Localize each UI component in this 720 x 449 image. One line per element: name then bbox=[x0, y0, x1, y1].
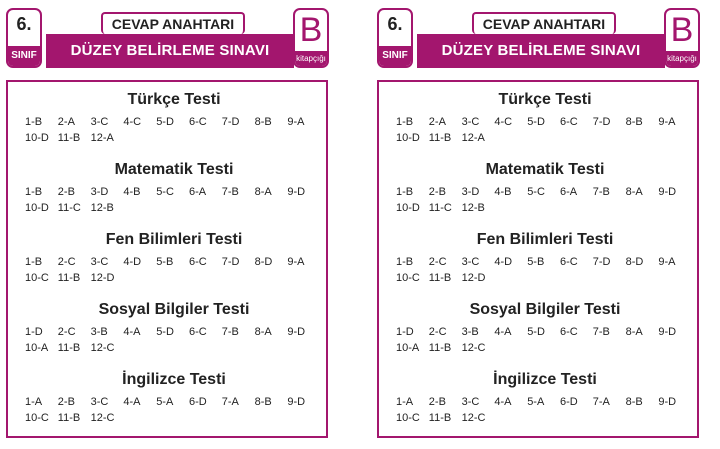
answer-item: 1-D bbox=[25, 326, 43, 338]
answer-item: 5-B bbox=[156, 256, 174, 268]
booklet-label: kitapçığı bbox=[666, 51, 698, 66]
answer-item: 8-D bbox=[254, 256, 273, 268]
answer-item: 2-A bbox=[428, 116, 446, 128]
answer-item: 9-A bbox=[658, 256, 676, 268]
answer-item: 9-A bbox=[287, 256, 305, 268]
answer-item: 4-D bbox=[123, 256, 142, 268]
grade-badge bbox=[377, 8, 413, 68]
answer-item: 7-B bbox=[221, 186, 239, 198]
answer-item: 3-C bbox=[90, 116, 109, 128]
answer-item: 1-B bbox=[25, 186, 43, 198]
answer-item: 12-D bbox=[90, 272, 115, 284]
answer-item: 10-C bbox=[25, 272, 49, 284]
section-title: Sosyal Bilgiler Testi bbox=[98, 301, 250, 318]
answer-item: 1-B bbox=[396, 116, 414, 128]
answer-item: 11-B bbox=[428, 272, 452, 284]
answer-item: 1-A bbox=[25, 396, 43, 408]
grade-label: SINIF bbox=[8, 46, 40, 66]
answer-item: 4-C bbox=[494, 116, 513, 128]
answer-item: 1-A bbox=[396, 396, 414, 408]
answer-item: 8-B bbox=[625, 116, 643, 128]
answers-box bbox=[377, 80, 699, 438]
answer-list bbox=[25, 254, 321, 286]
answer-item: 12-A bbox=[461, 132, 485, 144]
answer-item: 12-B bbox=[461, 202, 485, 214]
answer-item: 9-D bbox=[287, 326, 306, 338]
answer-item: 2-C bbox=[428, 326, 447, 338]
answer-item: 3-C bbox=[461, 116, 480, 128]
answer-list bbox=[396, 394, 692, 426]
section-title: Matematik Testi bbox=[114, 161, 234, 178]
answer-item: 12-C bbox=[461, 412, 486, 424]
section-title: Türkçe Testi bbox=[498, 91, 592, 108]
answer-item: 2-B bbox=[428, 396, 446, 408]
answer-item: 6-D bbox=[559, 396, 578, 408]
answer-item: 4-B bbox=[494, 186, 512, 198]
answer-item: 10-A bbox=[25, 342, 49, 354]
answer-item: 6-C bbox=[559, 116, 578, 128]
answer-item: 12-D bbox=[461, 272, 486, 284]
answer-item: 9-D bbox=[658, 396, 677, 408]
answer-item: 1-B bbox=[25, 116, 43, 128]
answer-item: 9-D bbox=[287, 186, 306, 198]
answer-item: 10-C bbox=[25, 412, 49, 424]
answer-item: 11-B bbox=[57, 412, 81, 424]
answer-item: 10-D bbox=[396, 132, 420, 144]
section-title: Türkçe Testi bbox=[127, 91, 221, 108]
answer-item: 2-B bbox=[428, 186, 446, 198]
answer-item: 6-C bbox=[188, 116, 207, 128]
answer-item: 8-B bbox=[254, 396, 272, 408]
answer-item: 8-A bbox=[254, 326, 272, 338]
answer-key-label: CEVAP ANAHTARI bbox=[101, 12, 245, 34]
section-title: Matematik Testi bbox=[485, 161, 605, 178]
answer-item: 9-A bbox=[287, 116, 305, 128]
grade-badge bbox=[6, 8, 42, 68]
booklet-label: kitapçığı bbox=[295, 51, 327, 66]
answer-item: 12-C bbox=[90, 342, 115, 354]
section-title: İngilizce Testi bbox=[493, 371, 597, 388]
answer-item: 1-B bbox=[396, 256, 414, 268]
answer-item: 9-D bbox=[287, 396, 306, 408]
answer-item: 11-B bbox=[428, 132, 452, 144]
answer-item: 2-B bbox=[57, 396, 75, 408]
answer-item: 3-C bbox=[461, 396, 480, 408]
answer-item: 4-B bbox=[123, 186, 141, 198]
answer-item: 3-C bbox=[461, 256, 480, 268]
answer-item: 7-D bbox=[221, 256, 240, 268]
answer-item: 5-D bbox=[527, 326, 545, 338]
answer-item: 10-C bbox=[396, 272, 420, 284]
answer-item: 2-C bbox=[57, 256, 76, 268]
answer-item: 7-D bbox=[221, 116, 240, 128]
answer-item: 10-A bbox=[396, 342, 420, 354]
answer-item: 4-C bbox=[123, 116, 142, 128]
answer-item: 2-A bbox=[57, 116, 75, 128]
answer-item: 10-C bbox=[396, 412, 420, 424]
booklet-letter: B bbox=[299, 11, 323, 49]
answer-item: 11-B bbox=[57, 132, 81, 144]
answer-item: 4-A bbox=[494, 396, 512, 408]
answer-item: 2-C bbox=[57, 326, 76, 338]
answer-item: 7-D bbox=[592, 256, 611, 268]
answer-item: 1-B bbox=[396, 186, 414, 198]
answer-item: 12-B bbox=[90, 202, 114, 214]
answer-item: 5-D bbox=[156, 116, 174, 128]
answer-item: 5-A bbox=[527, 396, 545, 408]
answer-item: 11-C bbox=[428, 202, 452, 214]
answer-list bbox=[25, 184, 321, 216]
answer-item: 9-A bbox=[658, 116, 676, 128]
answer-item: 8-B bbox=[625, 396, 643, 408]
answer-item: 3-D bbox=[90, 186, 109, 198]
answer-item: 8-D bbox=[625, 256, 644, 268]
grade-label: SINIF bbox=[379, 46, 411, 66]
answer-item: 8-A bbox=[254, 186, 272, 198]
answer-item: 5-C bbox=[527, 186, 545, 198]
answer-list bbox=[25, 114, 321, 146]
section-title: Fen Bilimleri Testi bbox=[476, 231, 614, 248]
answer-item: 5-B bbox=[527, 256, 545, 268]
answer-item: 6-C bbox=[559, 326, 578, 338]
answer-item: 7-A bbox=[592, 396, 610, 408]
answer-item: 10-D bbox=[25, 202, 49, 214]
answer-item: 11-B bbox=[57, 272, 81, 284]
answer-item: 5-C bbox=[156, 186, 174, 198]
answer-item: 1-B bbox=[25, 256, 43, 268]
answer-item: 7-B bbox=[221, 326, 239, 338]
answer-list bbox=[396, 324, 692, 356]
answer-item: 3-C bbox=[90, 396, 109, 408]
answer-key-label: CEVAP ANAHTARI bbox=[472, 12, 616, 34]
answer-item: 11-B bbox=[428, 342, 452, 354]
booklet-badge bbox=[293, 8, 329, 68]
answer-item: 11-B bbox=[428, 412, 452, 424]
answer-item: 5-A bbox=[156, 396, 174, 408]
answer-item: 4-A bbox=[123, 396, 141, 408]
answer-item: 2-C bbox=[428, 256, 447, 268]
answer-list bbox=[396, 184, 692, 216]
answer-item: 6-C bbox=[559, 256, 578, 268]
answer-item: 7-D bbox=[592, 116, 611, 128]
booklet-badge bbox=[664, 8, 700, 68]
answer-item: 2-B bbox=[57, 186, 75, 198]
answer-item: 3-C bbox=[90, 256, 109, 268]
answer-item: 7-B bbox=[592, 326, 610, 338]
answer-item: 8-A bbox=[625, 326, 643, 338]
answer-item: 3-B bbox=[461, 326, 479, 338]
answer-item: 6-A bbox=[559, 186, 578, 198]
answer-item: 8-A bbox=[625, 186, 643, 198]
answer-item: 4-A bbox=[494, 326, 512, 338]
answer-item: 11-B bbox=[57, 342, 81, 354]
answer-item: 4-D bbox=[494, 256, 513, 268]
answer-item: 5-D bbox=[156, 326, 174, 338]
answer-item: 4-A bbox=[123, 326, 141, 338]
answer-item: 6-C bbox=[188, 256, 207, 268]
answer-item: 9-D bbox=[658, 186, 677, 198]
answer-item: 6-C bbox=[188, 326, 207, 338]
section-title: Sosyal Bilgiler Testi bbox=[469, 301, 621, 318]
grade-number: 6. bbox=[387, 14, 403, 34]
answer-item: 8-B bbox=[254, 116, 272, 128]
answer-list bbox=[25, 324, 321, 356]
section-title: İngilizce Testi bbox=[122, 371, 226, 388]
answer-item: 10-D bbox=[396, 202, 420, 214]
answer-item: 12-C bbox=[461, 342, 486, 354]
answer-item: 7-B bbox=[592, 186, 610, 198]
answer-item: 12-A bbox=[90, 132, 114, 144]
answer-item: 1-D bbox=[396, 326, 414, 338]
section-title: Fen Bilimleri Testi bbox=[105, 231, 243, 248]
answers-box bbox=[6, 80, 328, 438]
booklet-letter: B bbox=[670, 11, 694, 49]
answer-item: 7-A bbox=[221, 396, 239, 408]
answer-list bbox=[396, 114, 692, 146]
answer-item: 3-D bbox=[461, 186, 480, 198]
answer-list bbox=[396, 254, 692, 286]
answer-item: 12-C bbox=[90, 412, 115, 424]
answer-item: 6-A bbox=[188, 186, 207, 198]
answer-item: 5-D bbox=[527, 116, 545, 128]
answer-item: 9-D bbox=[658, 326, 677, 338]
answer-item: 6-D bbox=[188, 396, 207, 408]
answer-item: 11-C bbox=[57, 202, 81, 214]
exam-title: DÜZEY BELİRLEME SINAVI bbox=[46, 34, 294, 68]
answer-item: 10-D bbox=[25, 132, 49, 144]
answer-list bbox=[25, 394, 321, 426]
answer-item: 3-B bbox=[90, 326, 108, 338]
grade-number: 6. bbox=[16, 14, 32, 34]
exam-title: DÜZEY BELİRLEME SINAVI bbox=[417, 34, 665, 68]
